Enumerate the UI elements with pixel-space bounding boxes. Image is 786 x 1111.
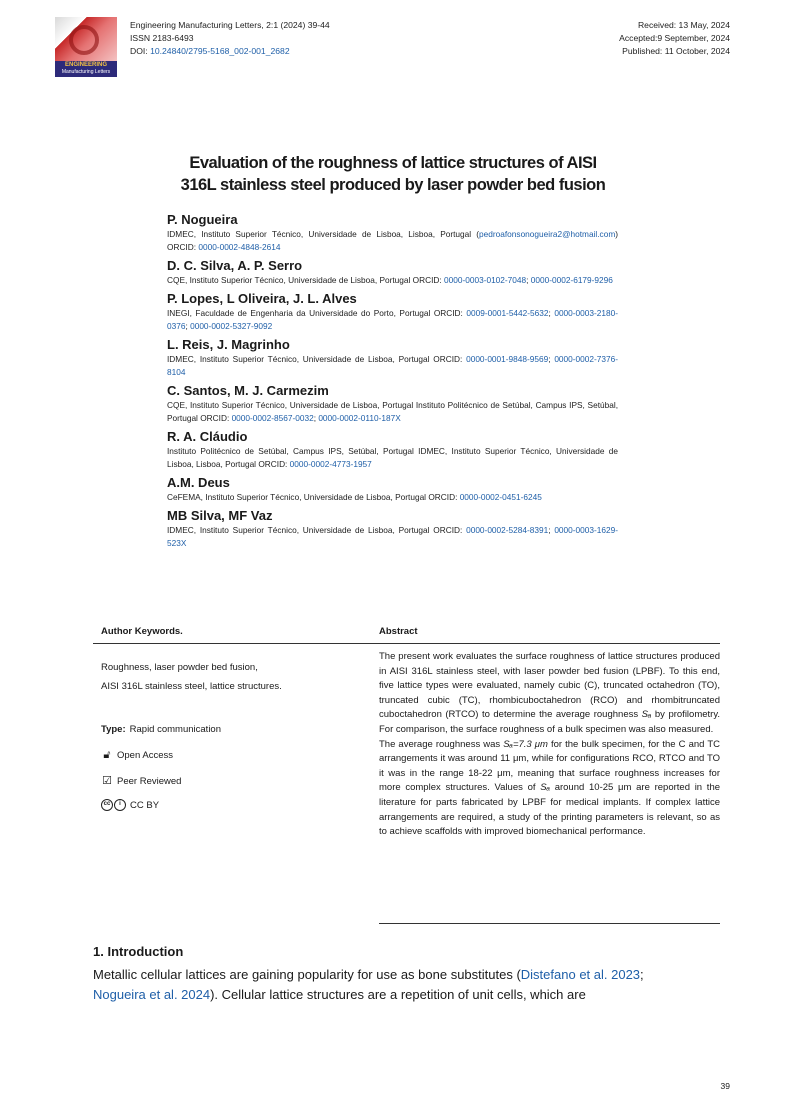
abstract-text [379, 650, 720, 840]
keywords-line-2: AISI 316L stainless steel, lattice structures. [101, 681, 282, 692]
logo-subtitle: Manufacturing Letters [61, 69, 111, 75]
open-access-line: 🔓︎ Open Access [101, 749, 173, 761]
orcid-link[interactable]: 0000-0002-0110-187X [318, 413, 401, 423]
author-name: L. Reis, J. Magrinho [167, 337, 290, 352]
author-name: A.M. Deus [167, 475, 230, 490]
orcid-link[interactable]: 0000-0002-0451-6245 [459, 492, 542, 502]
journal-info [130, 19, 330, 58]
reference-link[interactable]: Nogueira et al. 2024 [93, 987, 211, 1002]
keywords-heading: Author Keywords. [101, 626, 183, 637]
orcid-link[interactable]: 0000-0002-4848-2614 [198, 242, 281, 252]
orcid-link[interactable]: 0000-0003-1629-523X [167, 525, 618, 548]
email-link[interactable]: pedroafonsonogueira2@hotmail.com [479, 229, 616, 239]
logo-title: ENGINEERING [64, 62, 107, 68]
gear-icon [69, 25, 99, 55]
orcid-link[interactable]: 0000-0002-7376-8104 [167, 354, 618, 377]
orcid-link[interactable]: 0000-0002-5327-9092 [190, 321, 273, 331]
orcid-link[interactable]: 0009-0001-5442-5632 [466, 308, 549, 318]
journal-citation: Engineering Manufacturing Letters, 2:1 (2024) 39-44 [130, 20, 330, 30]
article-type: Type: Rapid communication [101, 724, 221, 735]
author-affiliation: IDMEC, Instituto Superior Técnico, Universidade de Lisboa, Lisboa, Portugal (pedroafonsonogueira2@hotmail.com) ORCID: 0000-0002-4848-2614 [167, 229, 618, 252]
author-affiliation: CQE, Instituto Superior Técnico, Universidade de Lisboa, Portugal ORCID: 0000-0003-0102-7048; 0000-0002-6179-9296 [167, 275, 613, 285]
journal-issn: ISSN 2183-6493 [130, 33, 194, 43]
cc-by-icon: cc i [101, 799, 126, 811]
introduction-text: Metallic cellular lattices are gaining popularity for use as bone substitutes (Distefano et al. 2023; Nogueira et al. 2024). Cellular lattice structures are a repetition of unit cells, which are [93, 967, 644, 1002]
orcid-link[interactable]: 0000-0002-6179-9296 [530, 275, 613, 285]
author-affiliation: CeFEMA, Instituto Superior Técnico, Universidade de Lisboa, Portugal ORCID: 0000-0002-0451-6245 [167, 492, 542, 502]
author-list [167, 211, 618, 553]
orcid-link[interactable]: 0000-0002-4773-1957 [289, 459, 372, 469]
abstract-paragraph-1: The present work evaluates the surface roughness of lattice structures produced in AISI 316L stainless steel, with laser powder bed fusion (LPBF). To this end, five lattice types were evaluated, namely cubic (C), truncated octahedron (TO), truncated cubic (TC), rhombicuboctahedron (RCO) and rhombitruncated cuboctahedron (RTCO) to determine the average roughness Sₐ by profilometry. For comparison, the surface roughness of a bulk specimen was also measured. [379, 651, 721, 735]
section-heading-introduction: 1. Introduction [93, 944, 184, 959]
table-rule-bottom [379, 923, 720, 924]
author-name: C. Santos, M. J. Carmezim [167, 383, 329, 398]
page-number: 39 [720, 1081, 730, 1091]
author-name: P. Lopes, L Oliveira, J. L. Alves [167, 291, 357, 306]
author-name: P. Nogueira [167, 212, 238, 227]
received-date: Received: 13 May, 2024 [637, 20, 730, 30]
orcid-link[interactable]: 0000-0002-8567-0032 [231, 413, 314, 423]
orcid-link[interactable]: 0000-0002-5284-8391 [466, 525, 549, 535]
abstract-heading: Abstract [379, 626, 418, 637]
logo-band [55, 61, 117, 77]
keywords-line-1: Roughness, laser powder bed fusion, [101, 662, 258, 673]
orcid-link[interactable]: 0000-0003-0102-7048 [444, 275, 527, 285]
reference-link[interactable]: Distefano et al. 2023 [520, 967, 641, 982]
table-rule-top [93, 643, 720, 644]
author-name: D. C. Silva, A. P. Serro [167, 258, 303, 273]
keywords-body [101, 660, 356, 698]
orcid-link[interactable]: 0000-0003-2180-0376 [167, 308, 618, 331]
author-affiliation: INEGI, Faculdade de Engenharia da Universidade do Porto, Portugal ORCID: 0009-0001-5442-5632; 0000-0003-2180-0376; 0000-0002-5327-9092 [167, 308, 618, 331]
author-name: MB Silva, MF Vaz [167, 508, 273, 523]
checkbox-pen-icon: ☑ [102, 775, 112, 787]
accepted-date: Accepted:9 September, 2024 [619, 33, 730, 43]
author-affiliation: IDMEC, Instituto Superior Técnico, Universidade de Lisboa, Portugal ORCID: 0000-0001-9848-9569; 0000-0002-7376-8104 [167, 354, 618, 377]
doi-link[interactable]: 10.24840/2795-5168_002-001_2682 [150, 46, 290, 56]
publication-dates [619, 19, 730, 58]
open-lock-icon: 🔓︎ [103, 749, 111, 761]
license-line: cc i CC BY [101, 799, 159, 811]
journal-doi: DOI: 10.24840/2795-5168_002-001_2682 [130, 46, 290, 56]
orcid-link[interactable]: 0000-0001-9848-9569 [466, 354, 549, 364]
author-affiliation: Instituto Politécnico de Setúbal, Campus IPS, Setúbal, Portugal IDMEC, Instituto Superior Técnico, Universidade de Lisboa, Lisboa, Portugal ORCID: 0000-0002-4773-1957 [167, 446, 618, 469]
published-date: Published: 11 October, 2024 [622, 46, 730, 56]
paper-title: Evaluation of the roughness of lattice structures of AISI 316L stainless steel produced by laser powder bed fusion [180, 154, 606, 194]
author-affiliation: IDMEC, Instituto Superior Técnico, Universidade de Lisboa, Portugal ORCID: 0000-0002-5284-8391; 0000-0003-1629-523X [167, 525, 618, 548]
author-affiliation: CQE, Instituto Superior Técnico, Universidade de Lisboa, Portugal Instituto Politécnico de Setúbal, Campus IPS, Setúbal, Portugal ORCID: 0000-0002-8567-0032; 0000-0002-0110-187X [167, 400, 618, 423]
author-name: R. A. Cláudio [167, 429, 248, 444]
abstract-paragraph-2: The average roughness was Sₐ=7.3 μm for the bulk specimen, for the C and TC arrangements it was around 11 μm, while for configurations RCO, RTCO and TO it was in the range 18-22 μm, meaning that surface roughness increases for more complex structures. Values of Sₐ around 10-25 μm are reported in the literature for parts fabricated by LPBF for medical implants. If complex lattice arrangements are required, a study of the printing parameters is relevant, so as to achieve scaffolds with improved biomechanical performance. [379, 738, 721, 838]
journal-logo [55, 17, 117, 77]
peer-reviewed-line: ☑ Peer Reviewed [102, 775, 182, 787]
